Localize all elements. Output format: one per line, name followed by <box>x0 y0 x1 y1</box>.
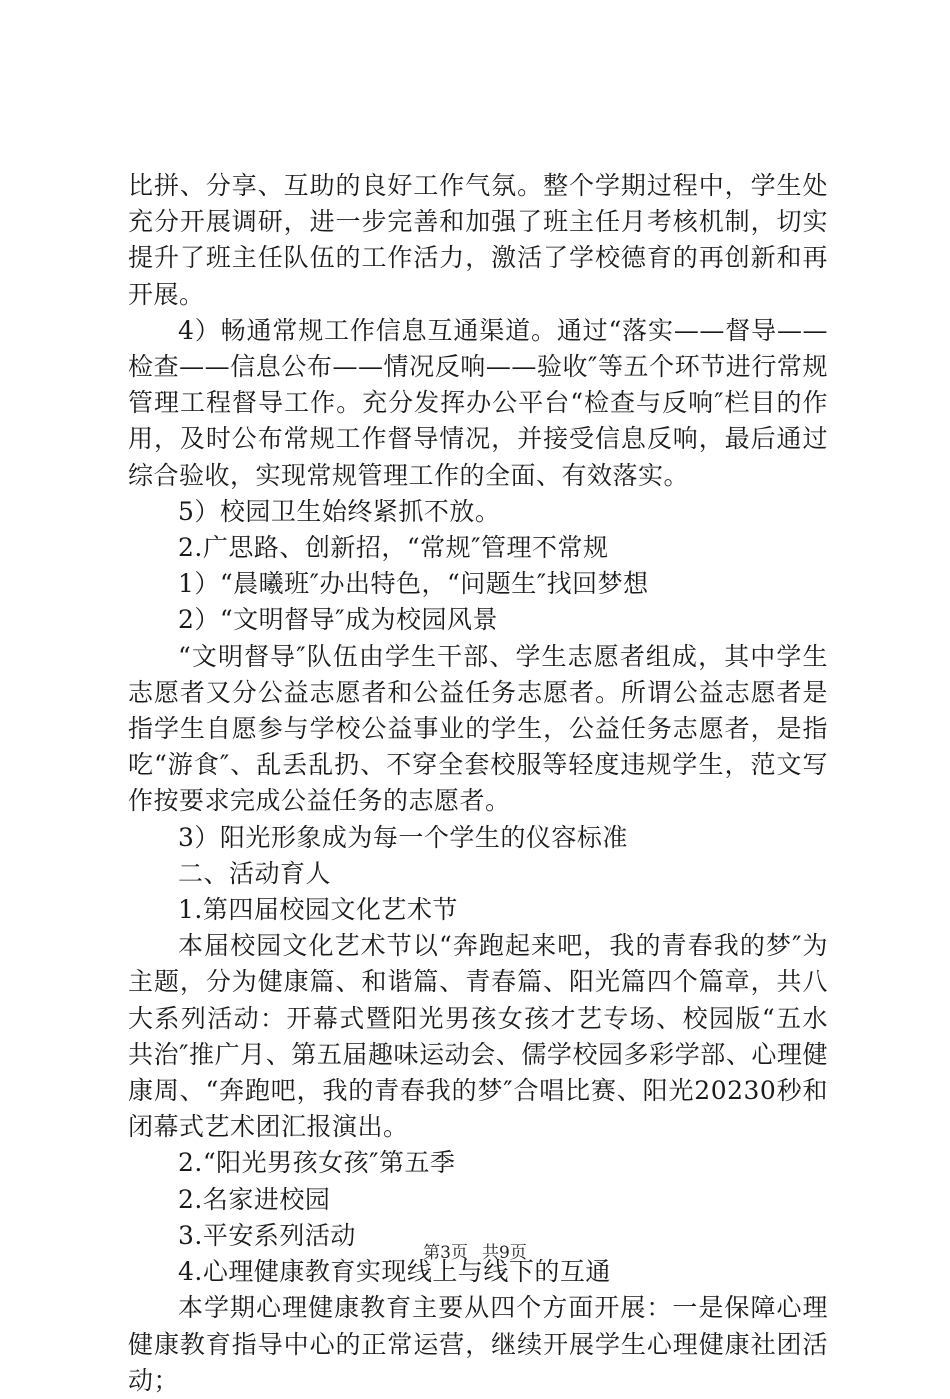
section-heading-art-festival: 1.第四届校园文化艺术节 <box>178 895 458 925</box>
page-total: 共9页 <box>482 1243 527 1263</box>
chapter-heading-activities: 二、活动育人 <box>178 858 332 888</box>
paragraph-item-4: 4）畅通常规工作信息互通渠道。通过“落实——督导——检查——信息公布——情况反响——验收″等五个环节进行常规管理工程督导工作。充分发挥办公平台“检查与反响″栏目的作用，及时公布常规工作督导情况，并接受信息反响，最后通过综合验收，实现常规管理工作的全面、有效落实。 <box>128 315 828 490</box>
section-heading-mental-health: 4.心理健康教育实现线上与线下的互通 <box>178 1257 611 1287</box>
page-footer <box>0 1242 950 1264</box>
page-number: 第3页 <box>423 1243 468 1263</box>
subheading-1: 1）“晨曦班″办出特色，“问题生″找回梦想 <box>178 569 649 599</box>
paragraph-mental-health: 本学期心理健康教育主要从四个方面开展：一是保障心理健康教育指导中心的正常运营，继续开展学生心理健康社团活动； <box>128 1293 828 1395</box>
section-heading-sunshine: 2.“阳光男孩女孩″第五季 <box>178 1148 456 1178</box>
document-body <box>128 168 828 1399</box>
paragraph-art-festival: 本届校园文化艺术节以“奔跑起来吧，我的青春我的梦″为主题，分为健康篇、和谐篇、青春篇、阳光篇四个篇章，共八大系列活动：开幕式暨阳光男孩女孩才艺专场、校园版“五水共治″推广月、第五届趣味运动会、儒学校园多彩学部、心理健康周、“奔跑吧，我的青春我的梦″合唱比赛、阳光20230秒和闭幕式艺术团汇报演出。 <box>128 931 828 1142</box>
section-heading-famous-visitors: 2.名家进校园 <box>178 1184 331 1214</box>
subheading-2: 2）“文明督导″成为校园风景 <box>178 605 499 635</box>
section-heading-safety: 3.平安系列活动 <box>178 1220 356 1250</box>
paragraph-item-5: 5）校园卫生始终紧抓不放。 <box>178 496 501 526</box>
subheading-3: 3）阳光形象成为每一个学生的仪容标准 <box>178 822 628 852</box>
paragraph-civility-supervision: “文明督导″队伍由学生干部、学生志愿者组成，其中学生志愿者又分公益志愿者和公益任务志愿者。所谓公益志愿者是指学生自愿参与学校公益事业的学生，公益任务志愿者，是指吃“游食″、乱丢乱扔、不穿全套校服等轻度违规学生，范文写作按要求完成公益任务的志愿者。 <box>128 641 828 816</box>
section-heading-2: 2.广思路、创新招，“常规″管理不常规 <box>178 533 609 563</box>
paragraph-continuation: 比拼、分享、互助的良好工作气氛。整个学期过程中，学生处充分开展调研，进一步完善和加强了班主任月考核机制，切实提升了班主任队伍的工作活力，激活了学校德育的再创新和再开展。 <box>128 171 828 309</box>
